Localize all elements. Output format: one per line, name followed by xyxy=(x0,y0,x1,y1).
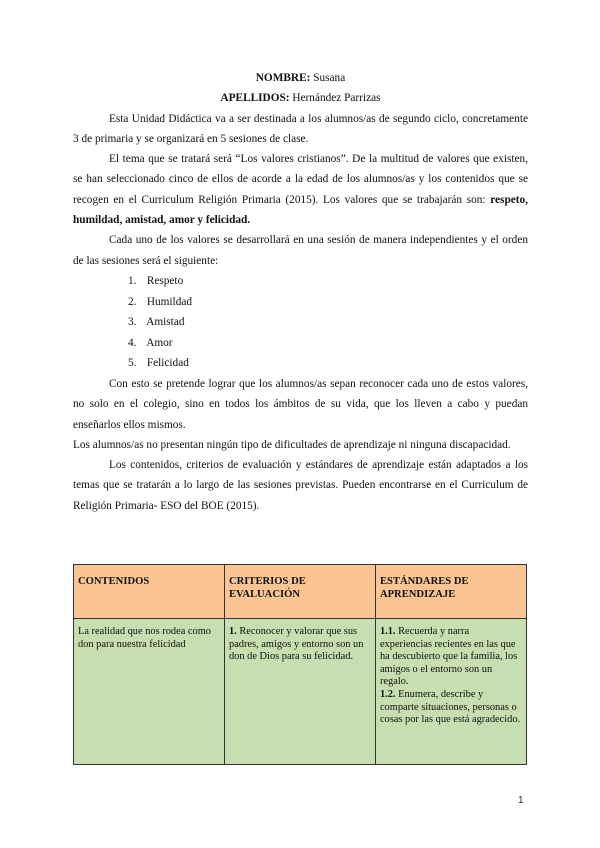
cell-criterio: 1. Reconocer y valorar que sus padres, amigos y entorno son un don de Dios para su felicidad. xyxy=(224,619,375,765)
list-item: 3. Amistad xyxy=(128,316,185,329)
cell-estandares: 1.1. Recuerda y narra experiencias recientes en las que ha descubierto que la familia, los amigos o el entorno son un regalo. 1.2. Enumera, describe y comparte situaciones, personas o cosas por las que está agradecido. xyxy=(375,619,526,765)
surname-label: APELLIDOS: xyxy=(220,92,290,105)
name-label: NOMBRE: xyxy=(255,72,311,84)
paragraph-theme-text: El tema que se tratará será “Los valores cristianos”. De la multitud de valores que existen, se han seleccionado cinco de ellos de acorde a la edad de los alumnos/as y los contenidos que se recogen en el Curriculum Religión Primaria (2015). Los valores que se trabajarán son: xyxy=(73,153,528,206)
table-header-row xyxy=(74,565,527,619)
page-number: 1 xyxy=(518,795,524,806)
paragraph-theme xyxy=(73,149,528,230)
document-body xyxy=(73,68,528,516)
header-criterios: CRITERIOS DE EVALUACIÓN xyxy=(224,565,375,619)
list-item: 4. Amor xyxy=(128,336,173,349)
list-item: 2. Humildad xyxy=(128,295,193,308)
paragraph-theme-values: respeto, humildad, amistad, amor y felicidad. xyxy=(73,193,528,227)
name-line xyxy=(73,68,528,88)
curriculum-table xyxy=(73,564,527,765)
surname-line xyxy=(73,88,528,108)
list-item: 5. Felicidad xyxy=(128,357,189,370)
values-list xyxy=(73,271,528,374)
paragraph-order: Cada uno de los valores se desarrollará en una sesión de manera independientes y el orden de las sesiones será el siguiente: xyxy=(73,234,528,267)
table-row xyxy=(74,619,527,765)
cell-contenido: La realidad que nos rodea como don para nuestra felicidad xyxy=(74,619,225,765)
paragraph-curriculum: Los contenidos, criterios de evaluación y estándares de aprendizaje están adaptados a los temas que se tratarán a lo largo de las sesiones previstas. Pueden encontrarse en el Curriculum de Religión Primaria- ESO del BOE (2015). xyxy=(73,459,528,512)
name-value: Susana xyxy=(310,72,346,84)
surname-value: Hernández Parrizas xyxy=(289,92,381,105)
header-estandares: ESTÁNDARES DE APRENDIZAJE xyxy=(375,565,526,619)
header-contenidos: CONTENIDOS xyxy=(74,565,225,619)
paragraph-intro: Esta Unidad Didáctica va a ser destinada a los alumnos/as de segundo ciclo, concretamente 3 de primaria y se organizará en 5 sesiones de clase. xyxy=(73,112,528,145)
paragraph-students: Los alumnos/as no presentan ningún tipo de dificultades de aprendizaje ni ninguna discapacidad. xyxy=(73,438,511,451)
paragraph-goal: Con esto se pretende lograr que los alumnos/as sepan reconocer cada uno de estos valores, no solo en el colegio, sino en todos los ámbitos de su vida, que los lleven a cabo y puedan enseñarlos ellos mismos. xyxy=(73,377,528,431)
list-item: 1. Respeto xyxy=(128,274,184,287)
